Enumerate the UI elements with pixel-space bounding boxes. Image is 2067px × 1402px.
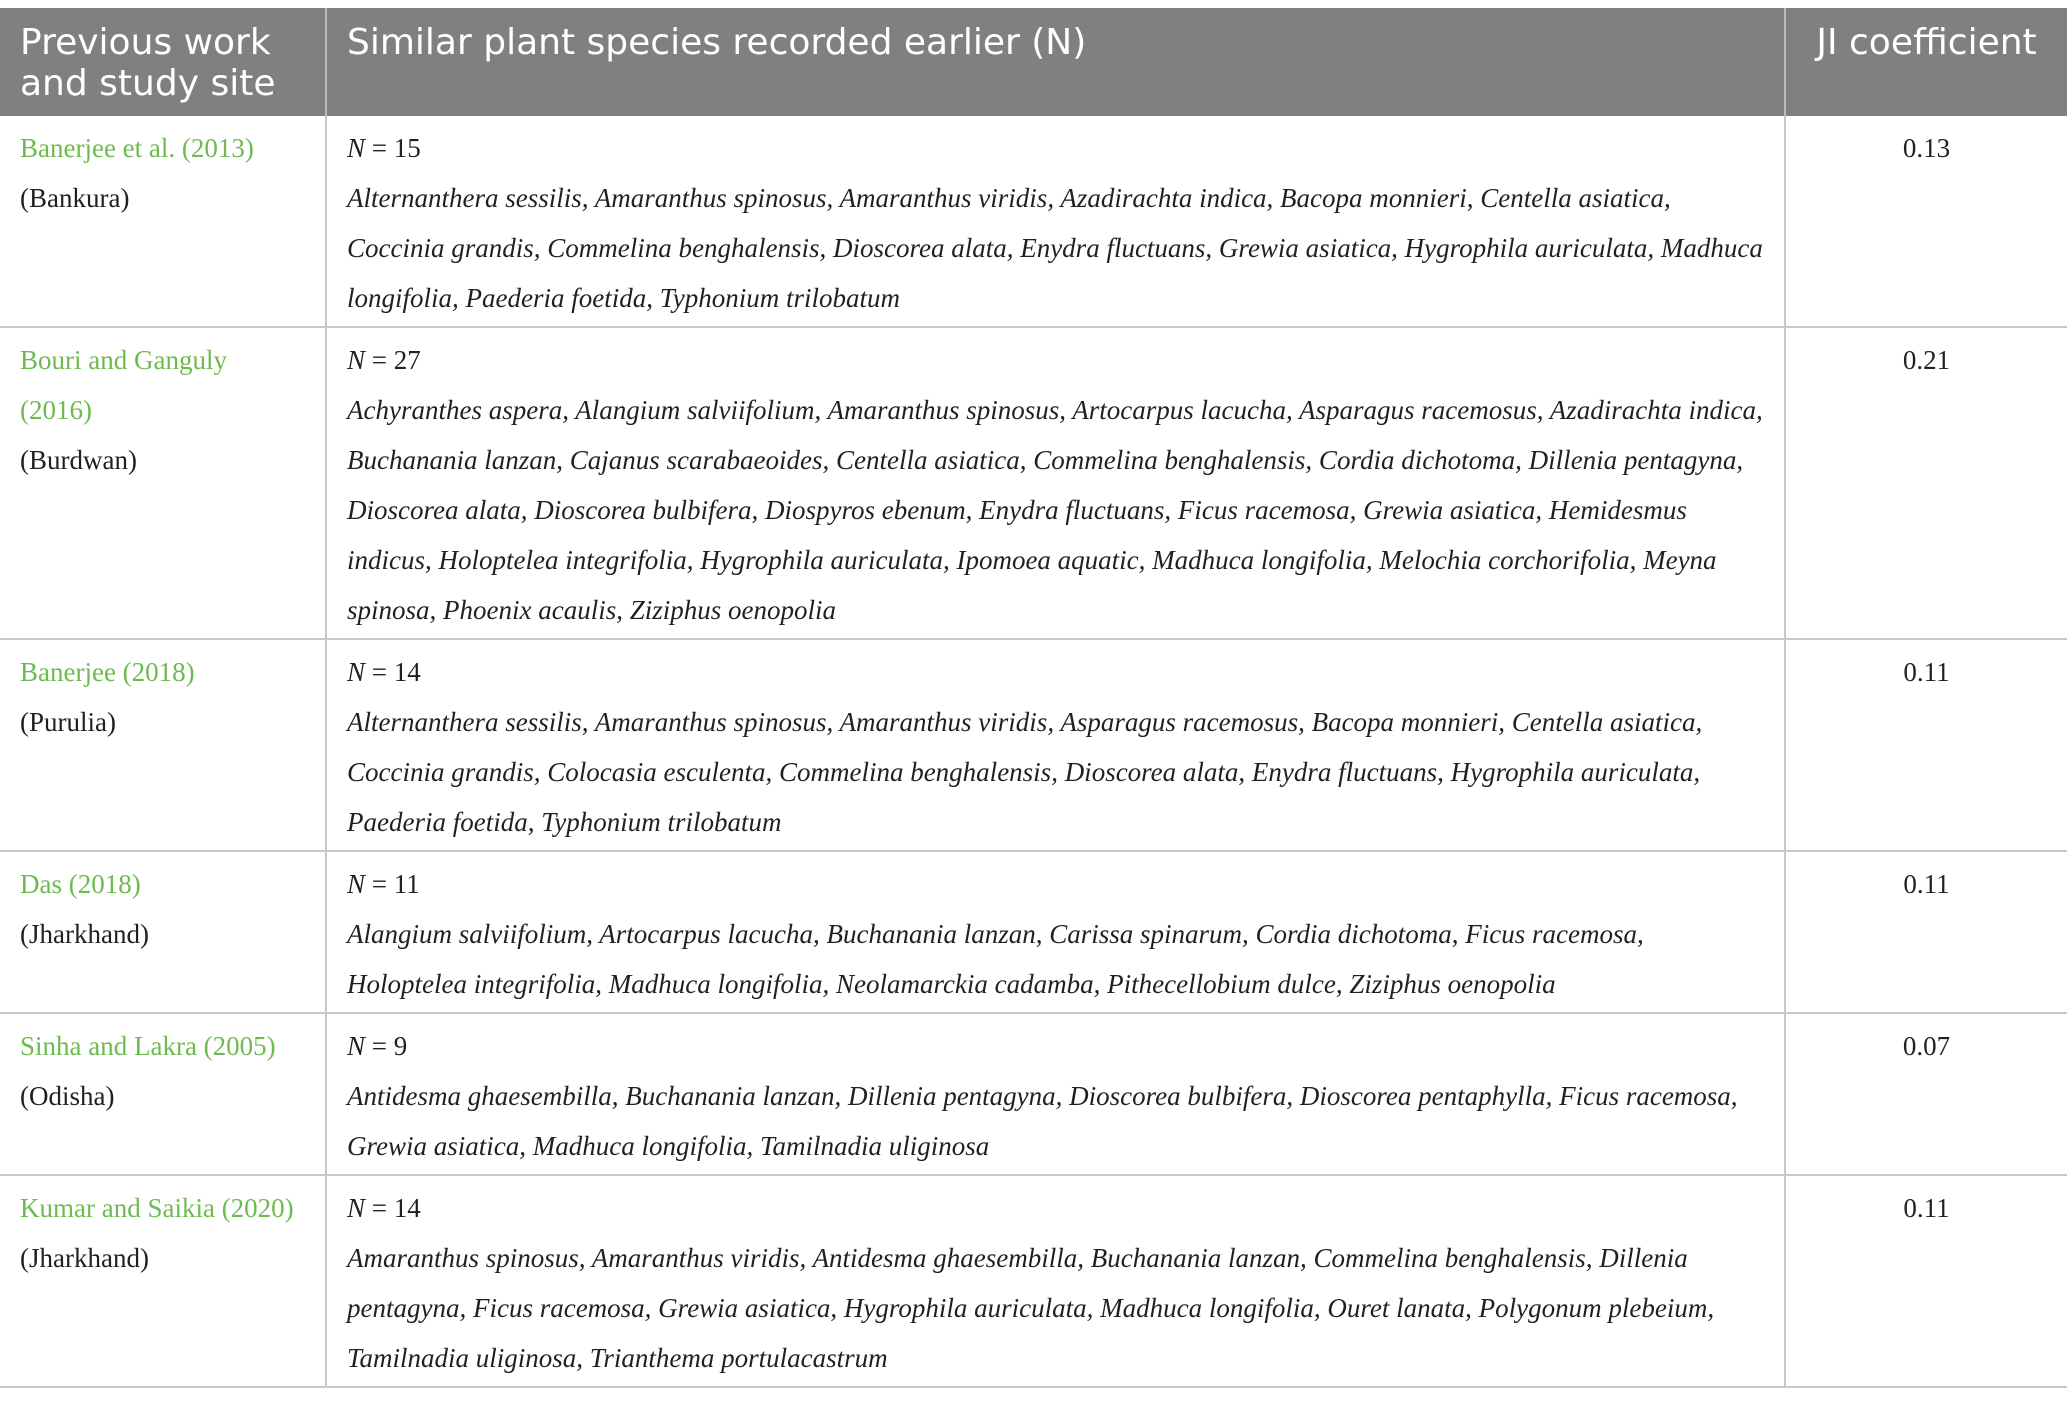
ji-cell: 0.11 xyxy=(1785,851,2067,1013)
n-value: = 14 xyxy=(371,657,421,687)
reference-link[interactable]: Banerjee et al. (2013) xyxy=(20,133,254,163)
n-value: = 14 xyxy=(371,1193,421,1223)
species-list: Achyranthes aspera, Alangium salviifolium, Amaranthus spinosus, Artocarpus lacucha, Asparagus racemosus, Azadirachta indica, Buchanania lanzan, Cajanus scarabaeoides, Centella asiatica, Commelina benghalensis, Cordia dichotoma, Dillenia pentagyna, Dioscorea alata, Dioscorea bulbifera, Diospyros ebenum, Enydra fluctuans, Ficus racemosa, Grewia asiatica, Hemidesmus indicus, Holoptelea integrifolia, Hygrophila auriculata, Ipomoea aquatic, Madhuca longifolia, Melochia corchorifolia, Meyna spinosa, Phoenix acaulis, Ziziphus oenopolia xyxy=(347,395,1763,625)
reference-link[interactable]: Sinha and Lakra (2005) xyxy=(20,1031,276,1061)
species-cell xyxy=(326,851,1785,1013)
previous-work-cell xyxy=(0,116,326,327)
n-label: N xyxy=(347,657,366,687)
header-previous-work: Previous work and study site xyxy=(0,8,326,116)
species-similarity-table xyxy=(0,8,2067,1388)
species-cell xyxy=(326,1013,1785,1175)
reference-link[interactable]: Banerjee (2018) xyxy=(20,657,195,687)
species-cell xyxy=(326,639,1785,851)
table-row xyxy=(0,327,2067,639)
study-site: (Purulia) xyxy=(20,707,116,737)
previous-work-cell xyxy=(0,1013,326,1175)
n-label: N xyxy=(347,869,366,899)
header-row xyxy=(0,8,2067,116)
study-site: (Jharkhand) xyxy=(20,1243,149,1273)
n-label: N xyxy=(347,133,366,163)
species-list: Alangium salviifolium, Artocarpus lacucha, Buchanania lanzan, Carissa spinarum, Cordia dichotoma, Ficus racemosa, Holoptelea integrifolia, Madhuca longifolia, Neolamarckia cadamba, Pithecellobium dulce, Ziziphus oenopolia xyxy=(347,919,1644,999)
species-count xyxy=(347,859,1764,909)
n-value: = 27 xyxy=(371,345,421,375)
table-header xyxy=(0,8,2067,116)
table-row xyxy=(0,1013,2067,1175)
species-list: Antidesma ghaesembilla, Buchanania lanzan, Dillenia pentagyna, Dioscorea bulbifera, Dioscorea pentaphylla, Ficus racemosa, Grewia asiatica, Madhuca longifolia, Tamilnadia uliginosa xyxy=(347,1081,1738,1161)
previous-work-cell xyxy=(0,327,326,639)
n-label: N xyxy=(347,1193,366,1223)
header-ji-coefficient: JI coefficient xyxy=(1785,8,2067,116)
ji-cell: 0.11 xyxy=(1785,1175,2067,1387)
species-list: Amaranthus spinosus, Amaranthus viridis, Antidesma ghaesembilla, Buchanania lanzan, Commelina benghalensis, Dillenia pentagyna, Ficus racemosa, Grewia asiatica, Hygrophila auriculata, Madhuca longifolia, Ouret lanata, Polygonum plebeium, Tamilnadia uliginosa, Trianthema portulacastrum xyxy=(347,1243,1715,1373)
ji-cell: 0.13 xyxy=(1785,116,2067,327)
previous-work-cell xyxy=(0,851,326,1013)
study-site: (Burdwan) xyxy=(20,445,137,475)
table-row xyxy=(0,1175,2067,1387)
n-label: N xyxy=(347,345,366,375)
n-value: = 11 xyxy=(371,869,420,899)
species-count xyxy=(347,1183,1764,1233)
n-value: = 15 xyxy=(371,133,421,163)
table-container xyxy=(0,8,2067,1388)
species-count xyxy=(347,123,1764,173)
n-label: N xyxy=(347,1031,366,1061)
reference-link[interactable]: Das (2018) xyxy=(20,869,141,899)
ji-cell: 0.21 xyxy=(1785,327,2067,639)
header-similar-species: Similar plant species recorded earlier (N) xyxy=(326,8,1785,116)
table-row xyxy=(0,851,2067,1013)
study-site: (Bankura) xyxy=(20,183,130,213)
species-list: Alternanthera sessilis, Amaranthus spinosus, Amaranthus viridis, Asparagus racemosus, Bacopa monnieri, Centella asiatica, Coccinia grandis, Colocasia esculenta, Commelina benghalensis, Dioscorea alata, Enydra fluctuans, Hygrophila auriculata, Paederia foetida, Typhonium trilobatum xyxy=(347,707,1703,837)
ji-cell: 0.11 xyxy=(1785,639,2067,851)
table-row xyxy=(0,116,2067,327)
ji-cell: 0.07 xyxy=(1785,1013,2067,1175)
study-site: (Odisha) xyxy=(20,1081,115,1111)
table-row xyxy=(0,639,2067,851)
study-site: (Jharkhand) xyxy=(20,919,149,949)
table-body xyxy=(0,116,2067,1387)
species-cell xyxy=(326,1175,1785,1387)
reference-link[interactable]: Kumar and Saikia (2020) xyxy=(20,1193,294,1223)
species-cell xyxy=(326,327,1785,639)
species-count xyxy=(347,647,1764,697)
reference-link[interactable]: Bouri and Ganguly (2016) xyxy=(20,345,227,425)
species-list: Alternanthera sessilis, Amaranthus spinosus, Amaranthus viridis, Azadirachta indica, Bacopa monnieri, Centella asiatica, Coccinia grandis, Commelina benghalensis, Dioscorea alata, Enydra fluctuans, Grewia asiatica, Hygrophila auriculata, Madhuca longifolia, Paederia foetida, Typhonium trilobatum xyxy=(347,183,1763,313)
species-count xyxy=(347,335,1764,385)
previous-work-cell xyxy=(0,639,326,851)
species-count xyxy=(347,1021,1764,1071)
n-value: = 9 xyxy=(371,1031,408,1061)
species-cell xyxy=(326,116,1785,327)
previous-work-cell xyxy=(0,1175,326,1387)
